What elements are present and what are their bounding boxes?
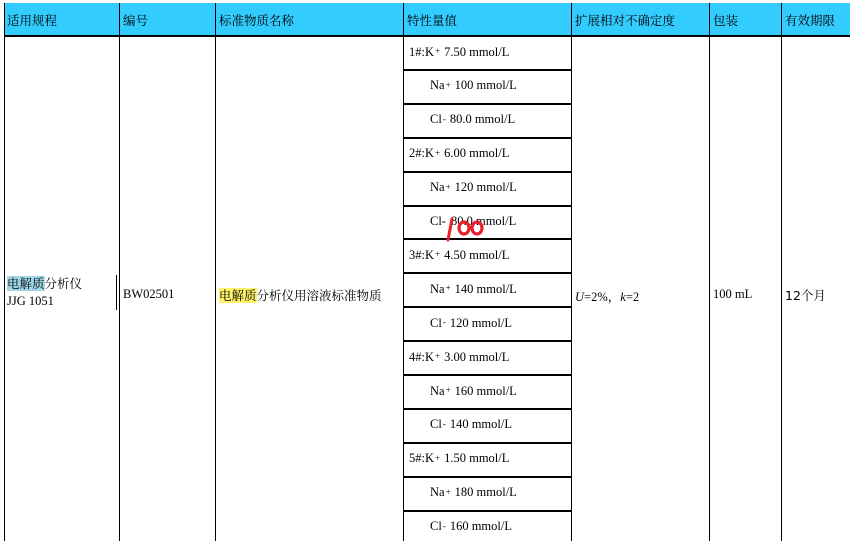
header-property: 特性量值 — [404, 3, 572, 36]
header-package: 包装 — [710, 3, 782, 36]
uncertainty-value: =2%， — [584, 290, 621, 304]
package-cell: 100 mL — [713, 287, 753, 301]
ion-symbol: K — [424, 44, 435, 59]
ion-symbol: Na — [430, 180, 445, 195]
header-name: 标准物质名称 — [216, 3, 404, 36]
ion-charge: + — [445, 181, 451, 192]
sample-number: 5#: — [409, 451, 425, 466]
ion-symbol: Na — [430, 383, 445, 398]
ion-charge: + — [435, 452, 441, 463]
concentration-value: 160 mmol/L — [449, 519, 512, 534]
regulation-code: JJG 1051 — [7, 294, 54, 308]
validity-cell: 12个月 — [785, 288, 826, 303]
ion-charge: + — [435, 351, 441, 362]
ion-symbol: Na — [430, 281, 445, 296]
coverage-factor: =2 — [625, 290, 640, 304]
property-row — [406, 70, 574, 102]
property-row — [406, 443, 574, 475]
ion-charge: + — [435, 147, 441, 158]
ion-charge: + — [445, 385, 451, 395]
uncertainty-cell — [575, 287, 709, 305]
concentration-value: 140 mmol/L — [454, 281, 517, 296]
ion-charge: + — [445, 79, 451, 90]
ion-charge: + — [435, 46, 441, 56]
header-uncertainty: 扩展相对不确定度 — [572, 3, 710, 36]
concentration-value: 7.50 mmol/L — [444, 44, 510, 59]
name-text: 分析仪用溶液标准物质 — [256, 288, 382, 303]
property-row — [406, 138, 574, 170]
concentration-value: 1.50 mmol/L — [444, 451, 510, 466]
property-row — [406, 36, 574, 68]
ion-symbol: Cl — [430, 112, 442, 127]
sample-number: 2#: — [409, 146, 425, 161]
reference-material-table — [4, 3, 850, 541]
handwritten-annotation-icon — [444, 213, 489, 243]
uncertainty-symbol-u: U — [575, 290, 585, 304]
ion-symbol: Na — [430, 485, 445, 500]
name-cell — [219, 286, 402, 304]
uncertainty-symbol-k: k — [620, 290, 626, 304]
sample-number: 3#: — [409, 247, 425, 262]
property-row — [406, 511, 574, 543]
concentration-value: 180 mmol/L — [454, 485, 517, 500]
property-row — [406, 172, 574, 204]
ion-charge: - — [442, 113, 446, 124]
ion-symbol: K — [424, 146, 435, 161]
ion-charge: + — [445, 283, 451, 294]
highlight-term: 电解质 — [219, 288, 257, 303]
ion-charge: + — [445, 486, 451, 497]
concentration-value: 160 mmol/L — [454, 383, 517, 398]
property-row — [406, 273, 574, 305]
ion-charge: + — [435, 249, 441, 260]
column-border — [119, 3, 120, 541]
ion-charge: - — [442, 520, 446, 531]
concentration-value: 3.00 mmol/L — [444, 349, 510, 364]
header-validity: 有效期限 — [782, 3, 850, 36]
concentration-value: 140 mmol/L — [449, 417, 512, 432]
property-row — [406, 477, 574, 509]
property-row — [406, 307, 574, 339]
ion-symbol: K — [424, 247, 435, 262]
concentration-value: 120 mmol/L — [454, 180, 517, 195]
ion-symbol: K — [424, 451, 435, 466]
ion-charge: - — [442, 418, 446, 429]
ion-symbol: Cl — [430, 315, 442, 330]
code-cell: BW02501 — [123, 287, 175, 301]
column-border — [215, 3, 216, 541]
property-row — [406, 341, 574, 373]
ion-symbol: Cl- — [430, 214, 446, 228]
ion-symbol: Cl — [430, 519, 442, 534]
concentration-value: 80.0 mmol/L — [450, 214, 517, 228]
column-border — [781, 3, 782, 541]
ion-symbol: Cl — [430, 417, 442, 432]
column-border — [4, 3, 5, 541]
property-row — [406, 206, 574, 238]
sample-number: 1#: — [409, 44, 425, 59]
regulation-cell — [7, 275, 117, 310]
concentration-value: 6.00 mmol/L — [444, 146, 510, 161]
header-regulation: 适用规程 — [4, 3, 120, 36]
ion-charge: - — [442, 317, 446, 328]
property-row — [406, 375, 574, 407]
concentration-value: 120 mmol/L — [449, 315, 512, 330]
property-row — [406, 239, 574, 271]
concentration-value: 80.0 mmol/L — [449, 112, 516, 127]
sample-number: 4#: — [409, 349, 425, 364]
concentration-value: 100 mmol/L — [454, 78, 517, 93]
property-row — [406, 409, 574, 441]
concentration-value: 4.50 mmol/L — [444, 247, 510, 262]
column-border — [709, 3, 710, 541]
property-row — [406, 104, 574, 136]
ion-symbol: Na — [430, 78, 445, 93]
regulation-text: 分析仪 — [44, 276, 83, 291]
ion-symbol: K — [424, 349, 435, 364]
header-code: 编号 — [120, 3, 216, 36]
highlight-term: 电解质 — [7, 276, 45, 291]
